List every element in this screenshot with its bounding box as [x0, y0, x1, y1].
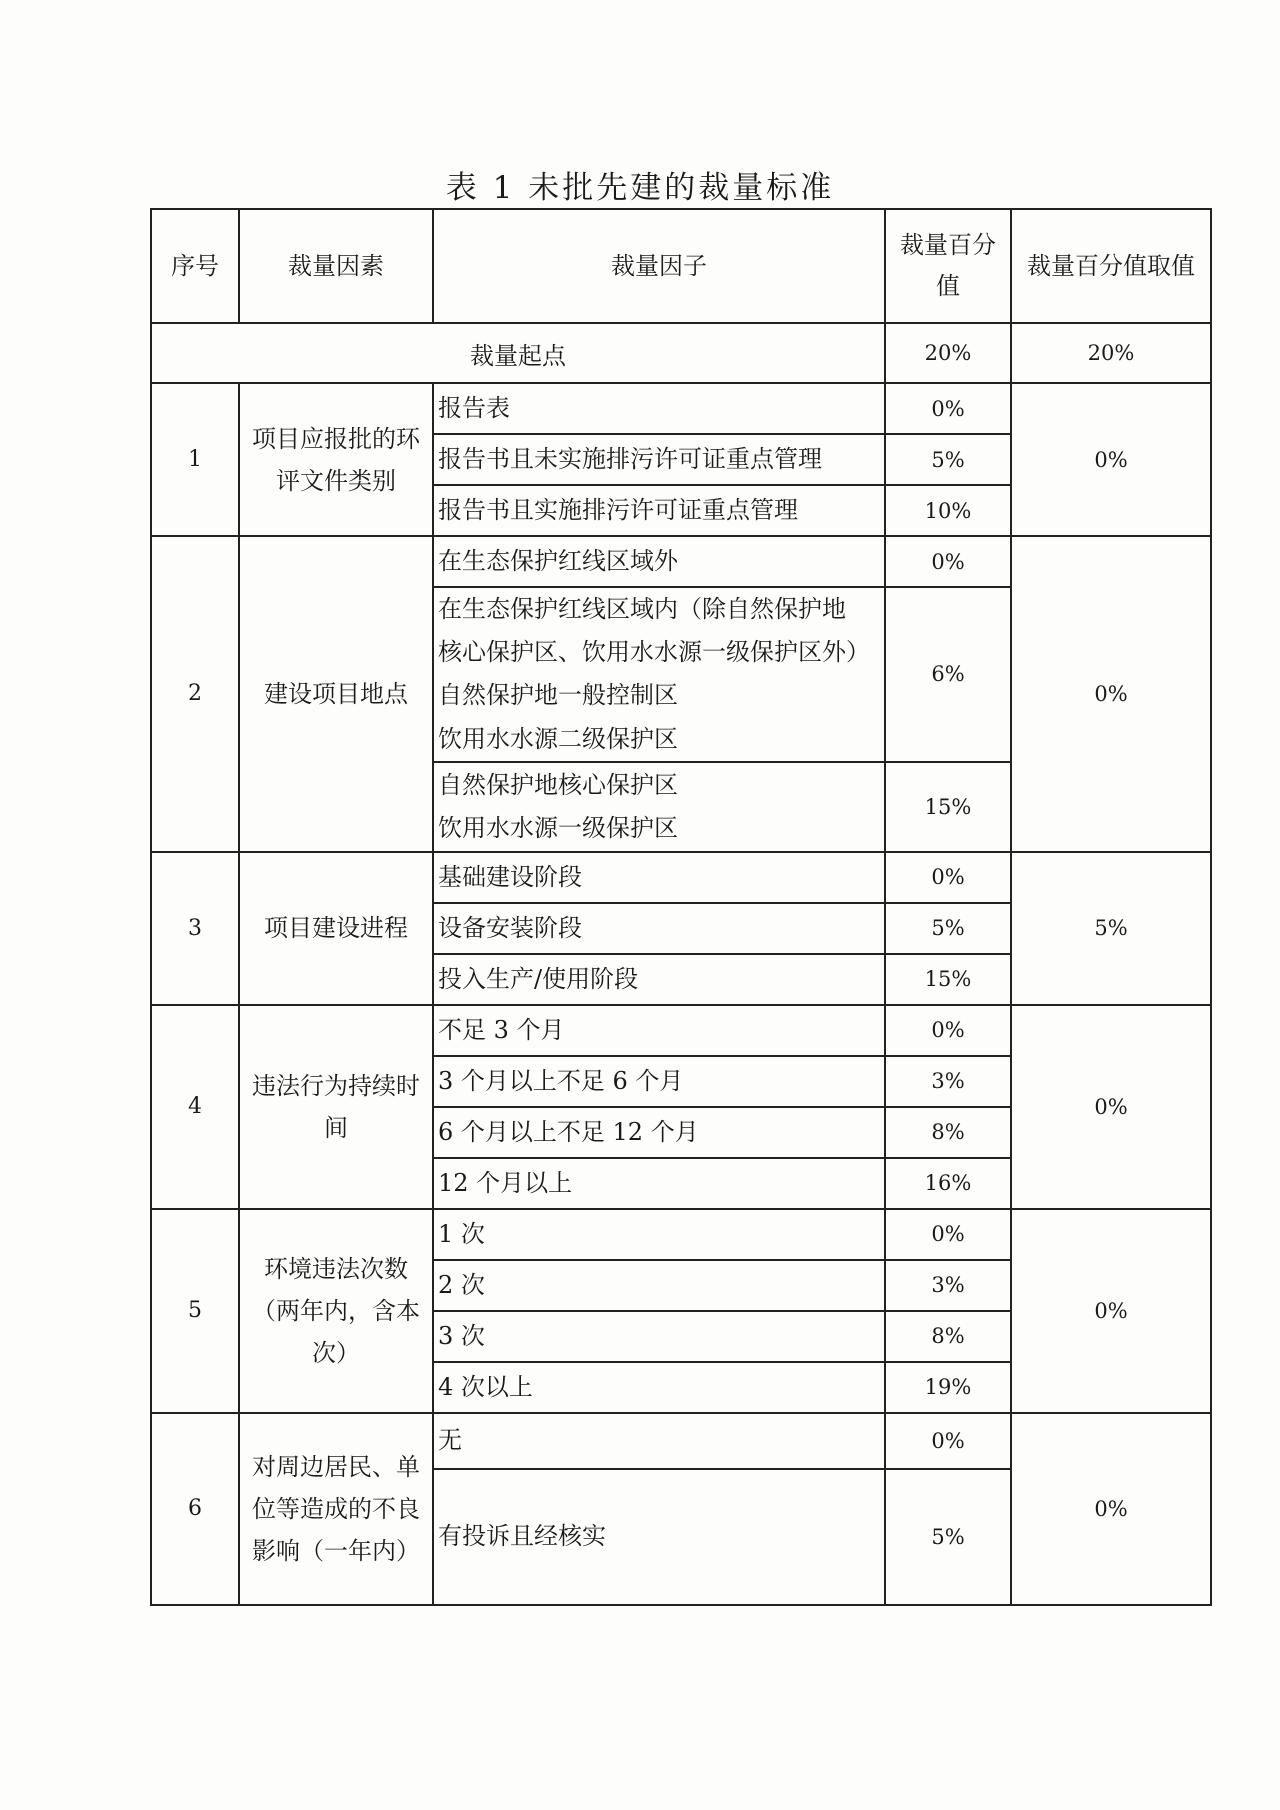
factor-line: 在生态保护红线区域内（除自然保护地: [438, 595, 846, 623]
start-value: 20%: [1011, 323, 1211, 383]
pct-cell: 5%: [885, 1469, 1011, 1605]
pct-cell: 5%: [885, 903, 1011, 954]
start-label: 裁量起点: [151, 323, 885, 383]
factor-line: 饮用水水源二级保护区: [438, 724, 678, 753]
table-row: [151, 852, 1211, 903]
start-row: [151, 323, 1211, 383]
header-pct: [885, 209, 1011, 323]
group-element: 环境违法次数（两年内，含本次）: [239, 1209, 433, 1413]
pct-cell: 0%: [885, 536, 1011, 587]
header-row: [151, 209, 1211, 323]
pct-cell: 6%: [885, 587, 1011, 762]
group-value: 0%: [1011, 1413, 1211, 1605]
pct-cell: 8%: [885, 1107, 1011, 1158]
pct-cell: 15%: [885, 954, 1011, 1005]
table-title: 表 1 未批先建的裁量标准: [445, 170, 835, 206]
group-value: 5%: [1011, 852, 1211, 1005]
factor-cell: 1 次: [433, 1209, 885, 1260]
factor-cell: 6 个月以上不足 12 个月: [433, 1107, 885, 1158]
pct-cell: 8%: [885, 1311, 1011, 1362]
pct-cell: 10%: [885, 485, 1011, 536]
factor-cell: 2 次: [433, 1260, 885, 1311]
factor-cell: 4 次以上: [433, 1362, 885, 1413]
table-row: [151, 1413, 1211, 1469]
group-element: 建设项目地点: [239, 536, 433, 852]
factor-cell: 3 次: [433, 1311, 885, 1362]
factor-cell: 投入生产/使用阶段: [433, 954, 885, 1005]
pct-cell: 0%: [885, 852, 1011, 903]
pct-cell: 3%: [885, 1260, 1011, 1311]
pct-cell: 16%: [885, 1158, 1011, 1209]
header-pct-line2: 值: [936, 272, 960, 300]
factor-cell: [433, 587, 885, 762]
factor-cell: [433, 762, 885, 852]
table-row: [151, 1209, 1211, 1260]
group-value: 0%: [1011, 1005, 1211, 1209]
pct-cell: 0%: [885, 1413, 1011, 1469]
table-row: [151, 536, 1211, 587]
factor-cell: 报告书且未实施排污许可证重点管理: [433, 434, 885, 485]
discretion-standard-table: [150, 208, 1212, 1606]
factor-cell: 报告表: [433, 383, 885, 434]
header-seq: 序号: [151, 209, 239, 323]
factor-line: 饮用水水源一级保护区: [438, 813, 678, 842]
header-factor: 裁量因子: [433, 209, 885, 323]
group-seq: 4: [151, 1005, 239, 1209]
factor-line: 自然保护地一般控制区: [438, 681, 678, 710]
factor-cell: 报告书且实施排污许可证重点管理: [433, 485, 885, 536]
group-seq: 6: [151, 1413, 239, 1605]
factor-cell: 有投诉且经核实: [433, 1469, 885, 1605]
pct-cell: 0%: [885, 1005, 1011, 1056]
factor-line: 自然保护地核心保护区: [438, 770, 678, 799]
group-seq: 2: [151, 536, 239, 852]
table-row: [151, 383, 1211, 434]
pct-cell: 0%: [885, 1209, 1011, 1260]
group-seq: 5: [151, 1209, 239, 1413]
group-element: 对周边居民、单位等造成的不良影响（一年内）: [239, 1413, 433, 1605]
pct-cell: 15%: [885, 762, 1011, 852]
group-seq: 3: [151, 852, 239, 1005]
header-element: 裁量因素: [239, 209, 433, 323]
group-element: 项目应报批的环评文件类别: [239, 383, 433, 536]
factor-cell: 设备安装阶段: [433, 903, 885, 954]
header-value: 裁量百分值取值: [1011, 209, 1211, 323]
group-value: 0%: [1011, 1209, 1211, 1413]
factor-cell: 3 个月以上不足 6 个月: [433, 1056, 885, 1107]
group-value: 0%: [1011, 383, 1211, 536]
factor-cell: 在生态保护红线区域外: [433, 536, 885, 587]
start-pct: 20%: [885, 323, 1011, 383]
header-pct-line1: 裁量百分: [900, 231, 996, 260]
pct-cell: 0%: [885, 383, 1011, 434]
table-row: [151, 1005, 1211, 1056]
pct-cell: 3%: [885, 1056, 1011, 1107]
group-element: 项目建设进程: [239, 852, 433, 1005]
group-seq: 1: [151, 383, 239, 536]
factor-cell: 无: [433, 1413, 885, 1469]
group-element: 违法行为持续时间: [239, 1005, 433, 1209]
factor-line: 核心保护区、饮用水水源一级保护区外）: [438, 638, 870, 667]
group-value: 0%: [1011, 536, 1211, 852]
pct-cell: 19%: [885, 1362, 1011, 1413]
pct-cell: 5%: [885, 434, 1011, 485]
factor-cell: 基础建设阶段: [433, 852, 885, 903]
factor-cell: 不足 3 个月: [433, 1005, 885, 1056]
factor-cell: 12 个月以上: [433, 1158, 885, 1209]
